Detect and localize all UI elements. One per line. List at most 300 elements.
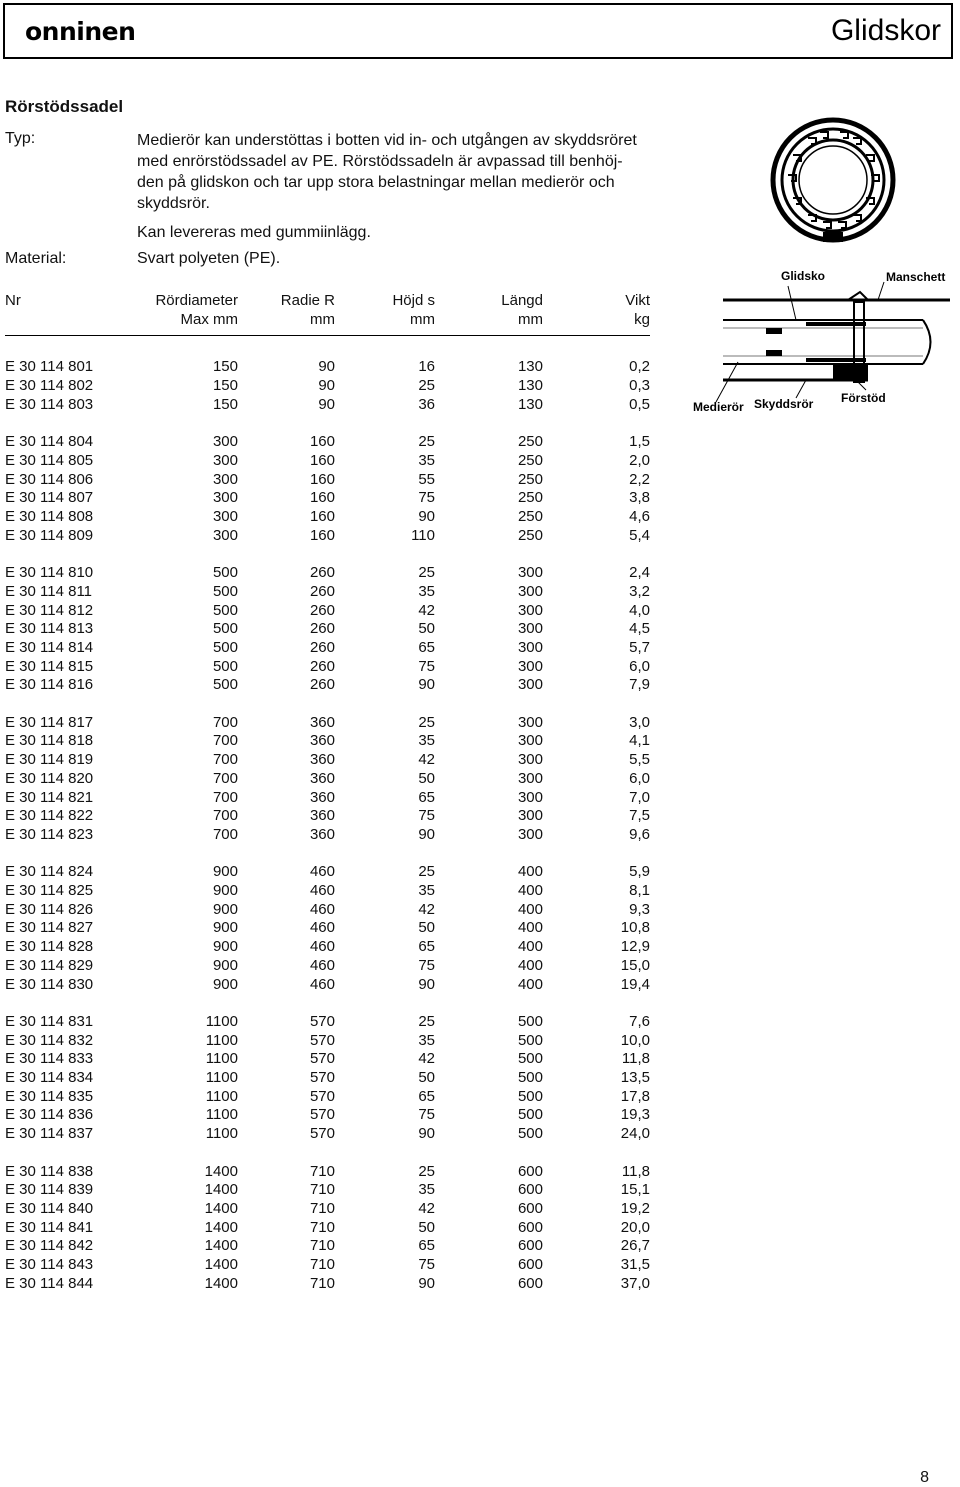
column-header: Radie R [280,292,335,309]
table-cell: 900 [212,900,238,918]
table-cell: E 30 114 823 [5,825,94,843]
table-cell: 35 [418,1181,435,1199]
table-cell: 2,0 [629,451,650,469]
table-cell: E 30 114 807 [5,489,94,507]
table-cell: E 30 114 843 [5,1256,94,1274]
table-cell: 1,5 [629,433,650,451]
table-row [5,976,650,995]
table-row [5,1013,650,1032]
table-cell: 35 [418,882,435,900]
table-cell: 10,8 [620,919,650,937]
description-line: med enrörstödssadel av PE. Rörstödssadeln är avpassad till benhöj- [137,153,623,170]
table-cell: 75 [418,1256,435,1274]
table-cell: 900 [212,956,238,974]
page-header [3,3,953,59]
table-cell: 2,2 [629,470,650,488]
type-label: Typ: [5,130,36,147]
table-cell: 460 [309,938,335,956]
table-cell: 31,5 [620,1256,650,1274]
table-cell: E 30 114 813 [5,620,94,638]
table-cell: 26,7 [620,1237,650,1255]
table-cell: 6,0 [629,657,650,675]
table-cell: 1400 [204,1218,238,1236]
table-cell: E 30 114 818 [5,732,94,750]
table-cell: E 30 114 820 [5,769,94,787]
table-cell: E 30 114 824 [5,863,94,881]
table-row [5,938,650,957]
table-cell: 1100 [205,1125,238,1143]
table-cell: 400 [517,938,543,956]
table-cell: 130 [517,395,543,413]
table-cell: 1400 [204,1181,238,1199]
column-header: Höjd s [392,292,435,309]
table-cell: 12,9 [620,938,650,956]
table-cell: 260 [309,620,335,638]
table-cell: 300 [517,620,543,638]
table-cell: 0,2 [629,358,650,376]
label-forstod: Förstöd [841,391,886,405]
material-value: Svart polyeten (PE). [137,250,281,267]
table-cell: 260 [309,582,335,600]
table-cell: 160 [309,526,335,544]
table-cell: 4,6 [629,508,650,526]
table-cell: E 30 114 830 [5,975,94,993]
table-cell: 160 [309,433,335,451]
page-title: Glidskor [830,14,941,47]
header-row [5,292,650,311]
table-row [5,1237,650,1256]
table-cell: 700 [212,713,238,731]
table-cell: E 30 114 801 [5,358,94,376]
table-cell: 500 [212,601,238,619]
table-cell: 300 [212,433,238,451]
table-row [5,1181,650,1200]
table-cell: 25 [418,1012,435,1030]
table-row [5,676,650,695]
table-cell: 50 [418,1069,435,1087]
table-cell: 300 [517,582,543,600]
table-cell: E 30 114 822 [5,807,94,825]
table-cell: 90 [418,676,435,694]
table-cell: 90 [418,825,435,843]
table-cell: 360 [309,713,335,731]
table-row [5,1106,650,1125]
table-cell: 400 [517,900,543,918]
table-cell: 700 [212,751,238,769]
table-cell: 150 [212,395,238,413]
table-cell: 600 [517,1256,543,1274]
table-cell: 700 [212,732,238,750]
column-unit [5,311,140,330]
table-cell: 260 [309,564,335,582]
table-row [5,527,650,546]
table-row [5,882,650,901]
table-cell: 500 [212,676,238,694]
table-row [5,602,650,621]
table-cell: 3,2 [629,582,650,600]
table-cell: 1400 [204,1237,238,1255]
table-row [5,751,650,770]
table-cell: 460 [309,882,335,900]
table-row [5,1050,650,1069]
table-cell: 7,5 [629,807,650,825]
row-group [5,863,650,994]
table-cell: 8,1 [629,882,650,900]
table-cell: 710 [309,1237,335,1255]
label-medieror: Medierör [693,400,744,414]
table-cell: 17,8 [620,1087,650,1105]
table-cell: 250 [517,470,543,488]
table-body [5,358,650,1293]
table-cell: E 30 114 811 [5,582,93,600]
table-cell: E 30 114 802 [5,377,94,395]
table-cell: 75 [418,807,435,825]
table-cell: E 30 114 814 [5,638,94,656]
table-cell: 360 [309,751,335,769]
table-cell: 42 [418,900,435,918]
table-cell: 16 [418,358,435,376]
table-cell: 600 [517,1274,543,1292]
table-cell: 1100 [205,1069,238,1087]
table-cell: 42 [418,601,435,619]
table-cell: 250 [517,451,543,469]
table-cell: E 30 114 819 [5,751,94,769]
table-row [5,732,650,751]
table-cell: 900 [212,882,238,900]
table-cell: 250 [517,433,543,451]
table-cell: 160 [309,508,335,526]
column-unit: Max mm [180,310,238,328]
table-cell: 50 [418,1218,435,1236]
table-cell: 460 [309,956,335,974]
table-cell: 7,9 [629,676,650,694]
table-cell: 25 [418,377,435,395]
side-view-illustration [688,262,950,420]
table-cell: 65 [418,638,435,656]
table-row [5,770,650,789]
table-cell: 500 [212,657,238,675]
table-cell: 710 [309,1181,335,1199]
table-cell: 900 [212,919,238,937]
table-cell: E 30 114 837 [5,1125,94,1143]
table-cell: 0,3 [629,377,650,395]
table-cell: E 30 114 826 [5,900,94,918]
table-cell: E 30 114 804 [5,433,94,451]
table-cell: 65 [418,938,435,956]
table-row [5,433,650,452]
table-cell: 900 [212,938,238,956]
table-cell: 300 [212,489,238,507]
table-cell: 400 [517,975,543,993]
table-cell: E 30 114 815 [5,657,94,675]
table-cell: 710 [309,1274,335,1292]
table-cell: 300 [517,825,543,843]
column-unit: mm [518,310,543,328]
table-cell: 20,0 [620,1218,650,1236]
table-header [5,292,650,336]
table-cell: 260 [309,657,335,675]
page-number: 8 [920,1469,929,1486]
table-cell: 1100 [205,1106,238,1124]
row-group [5,1163,650,1294]
table-cell: E 30 114 817 [5,713,94,731]
table-cell: 1400 [204,1162,238,1180]
table-cell: 710 [309,1162,335,1180]
table-cell: E 30 114 842 [5,1237,94,1255]
table-cell: 55 [418,470,435,488]
table-cell: 710 [309,1256,335,1274]
table-cell: 24,0 [620,1125,650,1143]
table-cell: 6,0 [629,769,650,787]
table-row [5,1275,650,1294]
table-cell: 5,7 [629,638,650,656]
table-cell: 400 [517,919,543,937]
table-row [5,508,650,527]
table-row [5,583,650,602]
table-cell: E 30 114 841 [5,1218,94,1236]
label-glidsko: Glidsko [781,269,826,283]
table-cell: 460 [309,975,335,993]
table-cell: 35 [418,582,435,600]
table-cell: 600 [517,1199,543,1217]
table-cell: 15,1 [620,1181,650,1199]
table-cell: 400 [517,956,543,974]
table-cell: 460 [309,900,335,918]
table-cell: 260 [309,676,335,694]
table-cell: 500 [212,564,238,582]
table-cell: 710 [309,1199,335,1217]
label-skyddsror: Skyddsrör [754,397,814,411]
table-cell: 90 [318,395,335,413]
table-cell: 5,4 [629,526,650,544]
table-cell: 130 [517,358,543,376]
table-row [5,807,650,826]
table-cell: 250 [517,526,543,544]
table-cell: 25 [418,1162,435,1180]
table-cell: E 30 114 832 [5,1031,94,1049]
table-cell: 300 [517,788,543,806]
table-row [5,1163,650,1182]
table-cell: 300 [517,713,543,731]
table-cell: E 30 114 806 [5,470,94,488]
table-cell: 25 [418,564,435,582]
table-cell: 570 [309,1012,335,1030]
table-row [5,396,650,415]
table-cell: 1100 [205,1012,238,1030]
table-cell: E 30 114 831 [5,1012,94,1030]
table-cell: 700 [212,788,238,806]
table-cell: E 30 114 825 [5,882,94,900]
table-cell: 300 [517,638,543,656]
table-cell: 500 [517,1106,543,1124]
product-table [5,292,650,1312]
table-cell: 90 [418,1274,435,1292]
table-cell: 75 [418,1106,435,1124]
table-cell: 4,1 [629,732,650,750]
table-cell: 300 [517,676,543,694]
table-cell: 300 [212,470,238,488]
table-cell: 600 [517,1218,543,1236]
table-cell: 900 [212,863,238,881]
table-cell: 360 [309,732,335,750]
table-row [5,863,650,882]
column-unit: mm [410,310,435,328]
table-cell: E 30 114 836 [5,1106,94,1124]
table-row [5,377,650,396]
table-cell: E 30 114 838 [5,1162,94,1180]
table-cell: E 30 114 803 [5,395,94,413]
cross-section-illustration [768,110,898,250]
table-cell: 3,8 [629,489,650,507]
table-cell: 360 [309,769,335,787]
table-cell: 90 [318,377,335,395]
table-cell: 50 [418,919,435,937]
table-cell: 500 [517,1087,543,1105]
label-manschett: Manschett [886,270,946,284]
table-cell: 500 [517,1069,543,1087]
table-cell: 25 [418,433,435,451]
table-cell: 9,3 [629,900,650,918]
row-group [5,564,650,695]
table-cell: 35 [418,1031,435,1049]
table-cell: 4,0 [629,601,650,619]
table-row [5,1200,650,1219]
table-cell: 570 [309,1125,335,1143]
table-cell: 460 [309,919,335,937]
table-cell: 25 [418,713,435,731]
table-cell: E 30 114 829 [5,956,94,974]
table-cell: 19,2 [620,1199,650,1217]
column-header: Rördiameter [155,292,238,309]
table-cell: 900 [212,975,238,993]
table-cell: 50 [418,769,435,787]
table-cell: 1100 [205,1050,238,1068]
table-cell: 300 [517,657,543,675]
table-row [5,714,650,733]
table-row [5,658,650,677]
row-group [5,358,650,414]
material-label: Material: [5,250,67,267]
table-cell: 13,5 [620,1069,650,1087]
table-cell: E 30 114 809 [5,526,94,544]
table-row [5,1219,650,1238]
table-cell: 300 [212,526,238,544]
table-cell: 300 [517,564,543,582]
table-cell: 2,4 [629,564,650,582]
table-cell: 360 [309,807,335,825]
table-cell: 360 [309,825,335,843]
table-cell: 300 [517,732,543,750]
table-cell: 42 [418,1050,435,1068]
table-cell: 9,6 [629,825,650,843]
table-cell: 65 [418,1087,435,1105]
description-line: skyddsrör. [137,195,210,212]
table-cell: 130 [517,377,543,395]
table-cell: 300 [517,751,543,769]
table-cell: 300 [517,769,543,787]
table-row [5,901,650,920]
table-cell: 1100 [205,1087,238,1105]
type-description [137,130,657,243]
table-cell: 570 [309,1050,335,1068]
column-unit: kg [634,310,650,328]
table-cell: E 30 114 833 [5,1050,94,1068]
table-cell: 7,6 [629,1012,650,1030]
table-cell: 65 [418,788,435,806]
table-cell: 700 [212,769,238,787]
table-cell: 400 [517,863,543,881]
table-row [5,1125,650,1144]
table-cell: 90 [418,508,435,526]
column-unit: mm [310,310,335,328]
table-row [5,358,650,377]
table-cell: 500 [517,1050,543,1068]
header-row-units [5,311,650,330]
table-cell: 600 [517,1237,543,1255]
extra-note: Kan levereras med gummiinlägg. [137,224,371,241]
table-cell: 10,0 [620,1031,650,1049]
table-cell: 7,0 [629,788,650,806]
table-cell: 570 [309,1087,335,1105]
table-cell: 150 [212,377,238,395]
table-cell: 1400 [204,1199,238,1217]
table-cell: 700 [212,807,238,825]
table-cell: E 30 114 844 [5,1274,94,1292]
table-cell: 160 [309,451,335,469]
section-title: Rörstödssadel [5,97,124,116]
column-header: Nr [5,292,21,309]
table-cell: E 30 114 808 [5,508,94,526]
table-cell: E 30 114 827 [5,919,94,937]
column-header: Vikt [625,292,650,309]
table-cell: 160 [309,489,335,507]
table-cell: 300 [212,451,238,469]
table-cell: 700 [212,825,238,843]
table-cell: 250 [517,489,543,507]
table-cell: E 30 114 810 [5,564,94,582]
table-cell: E 30 114 805 [5,451,94,469]
table-cell: E 30 114 835 [5,1087,94,1105]
table-cell: 400 [517,882,543,900]
row-group [5,714,650,845]
table-cell: 1100 [205,1031,238,1049]
table-cell: 5,9 [629,863,650,881]
table-row [5,1088,650,1107]
table-cell: 570 [309,1069,335,1087]
table-cell: 500 [212,638,238,656]
table-cell: 710 [309,1218,335,1236]
table-cell: 3,0 [629,713,650,731]
table-cell: 75 [418,489,435,507]
table-cell: 75 [418,956,435,974]
table-row [5,620,650,639]
table-cell: 600 [517,1162,543,1180]
table-row [5,1069,650,1088]
table-cell: 260 [309,601,335,619]
table-cell: 90 [418,975,435,993]
table-cell: 500 [517,1012,543,1030]
table-cell: 1400 [204,1256,238,1274]
table-cell: 570 [309,1031,335,1049]
table-cell: 460 [309,863,335,881]
table-cell: 110 [411,526,435,544]
table-row [5,826,650,845]
table-cell: 15,0 [620,956,650,974]
table-cell: 25 [418,863,435,881]
table-cell: 300 [212,508,238,526]
table-cell: E 30 114 821 [5,788,94,806]
table-cell: 42 [418,751,435,769]
